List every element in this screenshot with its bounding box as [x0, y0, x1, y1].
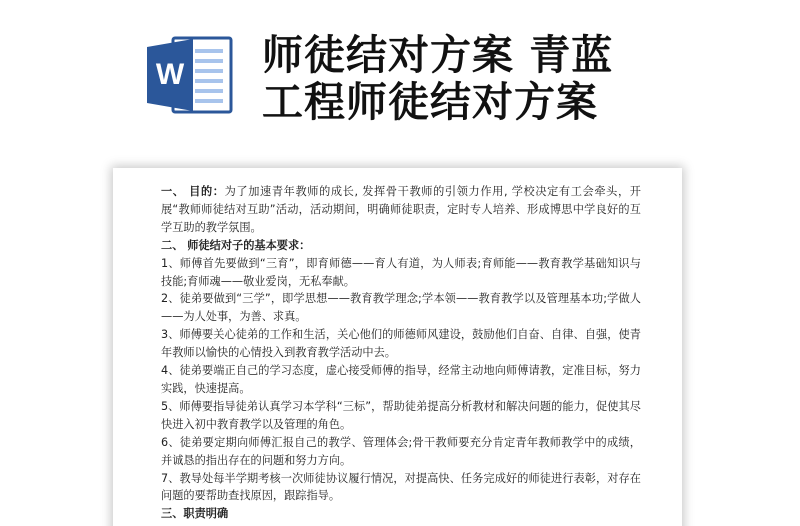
list-item: 5、师傅要指导徒弟认真学习本学科“三标”，帮助徒弟提高分析教材和解决问题的能力，促使其尽快进入初中教育教学以及管理的角色。: [161, 399, 641, 431]
section-1-text: 为了加速青年教师的成长, 发挥骨干教师的引领力作用, 学校决定有工会牵头，开展“教师师徒结对互助”活动，活动期间，明确师徒职责，定时专人培养、形成博思中学良好的互学互助的教学氛围。: [161, 185, 641, 234]
list-item: 1、师傅首先要做到“三育”，即育师德——育人有道，为人师表;育师能——教育教学基础知识与技能;育师魂——敬业爱岗，无私奉献。: [161, 256, 641, 288]
section-3-heading: 三、职责明确: [161, 507, 229, 521]
title-line-1: 师徒结对方案 青蓝: [262, 31, 614, 79]
section-1-label: 一、 目的：: [161, 185, 225, 198]
list-item: 7、教导处每半学期考核一次师徒协议履行情况，对提高快、任务完成好的师徒进行表彰，对存在问题的要帮助查找原因，跟踪指导。: [161, 471, 641, 503]
list-item: 4、徒弟要端正自己的学习态度，虚心接受师傅的指导，经常主动地向师傅请教，定准目标，努力实践，快速提高。: [161, 364, 641, 395]
list-item: 3、师傅要关心徒弟的工作和生活，关心他们的师德师风建设，鼓励他们自奋、自律、自强，使青年教师以愉快的心情投入到教育教学活动中去。: [161, 328, 641, 360]
word-icon-letter: W: [155, 58, 185, 91]
title-line-2: 工程师徒结对方案: [262, 78, 598, 126]
section-1: [161, 183, 641, 237]
list-item: 2、徒弟要做到“三学”，即学思想——教育教学理念;学本领——教育教学以及管理基本功;学做人——为人处事，为善、求真。: [161, 292, 641, 324]
list-item: 6、徒弟要定期向师傅汇报自己的教学、管理体会;骨干教师要充分肯定青年教师教学中的成绩，并诚恳的指出存在的问题和努力方向。: [161, 435, 641, 467]
document-body: [161, 183, 641, 523]
word-doc-icon: [143, 35, 243, 115]
page-title: [262, 32, 792, 126]
section-2-heading: 二、 师徒结对子的基本要求：: [161, 238, 311, 252]
